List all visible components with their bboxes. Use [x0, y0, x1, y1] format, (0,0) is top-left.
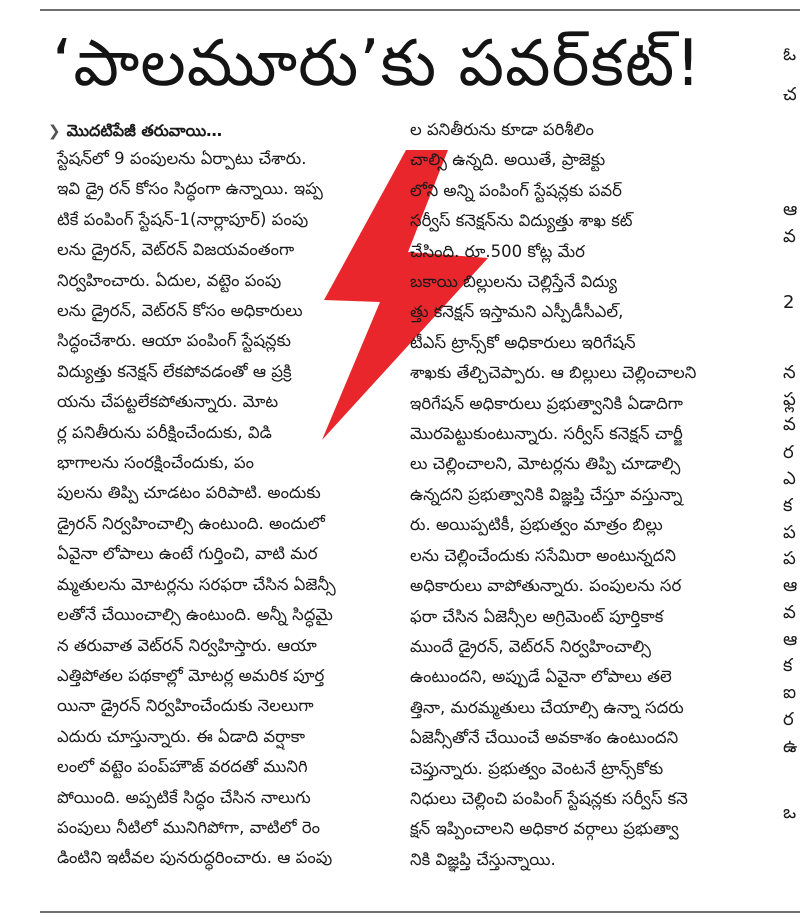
- chevron-right-icon: ❯: [48, 122, 61, 140]
- article-line: ర్ల పనితీరును పరీక్షించేందుకు, విడి: [57, 422, 272, 442]
- article-line: నిర్వహించారు. ఏదుల, వట్టెం పంపు: [57, 270, 282, 290]
- fragment-text: ఐ: [783, 682, 797, 703]
- article-line: నికి విజ్ఞప్తి చేస్తున్నాయి.: [410, 849, 556, 869]
- article-line: చెప్తున్నారు. ప్రభుత్వం వెంటనే ట్రాన్స్‌కోకు: [410, 758, 664, 778]
- fragment-text: వ: [783, 226, 796, 247]
- article-line: యను చేపట్టలేకపోతున్నారు. మోట: [57, 392, 279, 412]
- article-line: లను డ్రైరన్‌, వెట్‌రన్‌ విజయవంతంగా: [57, 240, 295, 260]
- article-line: త్తినా, మరమ్మతులు చేయాల్సి ఉన్నా సదరు: [410, 697, 684, 717]
- headline: ‘పాలమూరు’కు పవర్‌కట్‌!: [52, 27, 702, 101]
- article-line: ఏవైనా లోపాలు ఉంటే గుర్తించి, వాటి మర: [57, 544, 318, 564]
- article-line: యినా డ్రైరన్‌ నిర్వహించేందుకు నెలలుగా: [57, 696, 314, 716]
- article-line: లను డ్రైరన్‌, వెట్‌రన్‌ కోసం అధికారులు: [57, 301, 303, 321]
- fragment-text: ఆ: [783, 629, 798, 650]
- fragment-text: ఫ్ల: [783, 389, 796, 410]
- continuation-kicker: [48, 119, 222, 143]
- article-line: టికే పంపింగ్‌ స్టేషన్‌-1(నార్లాపూర్‌) పంపు: [57, 209, 309, 229]
- fragment-text: క: [783, 495, 793, 516]
- fragment-text: 2: [783, 292, 795, 313]
- article-line: ఎత్తిపోతల పథకాల్లో మోటర్ల అమరిక పూర్త: [57, 665, 325, 685]
- bottom-rule: [40, 911, 800, 913]
- article-line: మ్మతులను మోటర్లను సరఫరా చేసిన ఏజెన్సీ: [57, 574, 336, 594]
- article-line: ముందే డ్రైరన్‌, వెట్‌రన్‌ నిర్వహించాల్సి: [410, 636, 651, 656]
- article-line: ఎదురు చూస్తున్నారు. ఈ ఏడాది వర్షాకా: [57, 726, 306, 746]
- article-line: పంపులు నీటిలో మునిగిపోగా, వాటిలో రెం: [57, 817, 321, 837]
- article-line: అధికారులు వాపోతున్నారు. పంపులను సర: [410, 576, 682, 596]
- fragment-text: ప: [783, 548, 796, 569]
- article-line: ఏజెన్సీతోనే చేయించే అవకాశం ఉంటుందని: [410, 728, 679, 748]
- article-line: టీఎస్‌ ట్రాన్స్‌కో అధికారులు ఇరిగేషన్‌: [410, 332, 636, 352]
- article-line: విద్యుత్తు కనెక్షన్‌ లేకపోవడంతో ఆ ప్రక్రి: [57, 361, 292, 381]
- article-line: డింటిని ఇటీవల పునరుద్ధరించారు. ఆ పంపు: [57, 848, 333, 868]
- article-line: చేసింది. రూ.500 కోట్ల మేర: [410, 241, 585, 261]
- fragment-text: ఓ: [783, 44, 797, 65]
- fragment-text: ఒ: [783, 802, 797, 823]
- article-line: ఇవి డ్రై రన్‌ కోసం సిద్ధంగా ఉన్నాయి. ఇప్ప: [57, 179, 323, 199]
- fragment-text: ప: [783, 522, 796, 543]
- article-line: చాల్సి ఉన్నది. అయితే, ప్రాజెక్టు: [410, 150, 606, 170]
- article-line: నిధులు చెల్లించి పంపింగ్‌ స్టేషన్లకు సర్వీస్‌ కనె: [410, 788, 688, 808]
- article-line: లంలో వట్టెం పంప్‌హౌజ్‌ వరదతో మునిగి: [57, 757, 308, 777]
- fragment-text: వ: [783, 602, 796, 623]
- fragment-text: ర: [783, 709, 794, 730]
- article-line: లు చెల్లించాలని, మోటర్లను తిప్పి చూడాల్సి: [410, 454, 681, 474]
- article-line: శాఖకు తేల్చిచెప్పారు. ఆ బిల్లులు చెల్లించాలని: [410, 363, 697, 383]
- article-line: న తరువాత వెట్‌రన్‌ నిర్వహిస్తారు. ఆయా: [57, 635, 317, 655]
- article-line: ఇరిగేషన్‌ అధికారులు ప్రభుత్వానికి ఏడాదిగా: [410, 393, 683, 413]
- article-line: లతోనే చేయించాల్సి ఉంటుంది. అన్నీ సిద్ధమై: [57, 605, 333, 625]
- fragment-text: ఆ: [783, 575, 798, 596]
- article-line: సర్వీస్‌ కనెక్షన్‌ను విద్యుత్తు శాఖ కట్‌: [410, 211, 633, 231]
- fragment-text: చ: [783, 84, 797, 105]
- article-line: త్తు కనెక్షన్‌ ఇస్తామని ఎస్పీడీసీఎల్‌,: [410, 302, 624, 322]
- article-line: పోయింది. అప్పటికే సిద్ధం చేసిన నాలుగు: [57, 787, 311, 807]
- article-line: భాగాలను సంరక్షించేందుకు, పం: [57, 453, 255, 473]
- article-line: ఫరా చేసిన ఏజెన్సీల అగ్రిమెంట్‌ పూర్తికాక: [410, 606, 664, 626]
- article-line: లోని అన్ని పంపింగ్‌ స్టేషన్లకు పవర్‌: [410, 180, 622, 200]
- fragment-text: వ: [783, 414, 796, 435]
- article-line: రు. అయిప్పటికీ, ప్రభుత్వం మాత్రం బిల్లు: [410, 515, 663, 535]
- fragment-text: క: [783, 655, 793, 676]
- article-line: స్టేషన్‌లో 9 పంపులను ఏర్పాటు చేశారు.: [57, 149, 307, 168]
- article-line: లను చెల్లించేందుకు ససేమిరా అంటున్నదని: [410, 545, 676, 565]
- article-left-column: [57, 144, 336, 874]
- article-line: ఉంటుందని, అప్పుడే ఏవైనా లోపాలు తలె: [410, 667, 672, 687]
- fragment-text: ఉ: [783, 736, 798, 757]
- article-line: బకాయి బిల్లులను చెల్లిస్తేనే విద్యు: [410, 272, 618, 292]
- article-line: మొరపెట్టుకుంటున్నారు. సర్వీస్‌ కనెక్షన్‌ చార్జీ: [410, 424, 683, 444]
- fragment-text: ఆ: [783, 199, 798, 220]
- kicker-text: మొదటిపేజీ తరువాయి…: [66, 121, 223, 140]
- fragment-text: ర: [783, 442, 794, 463]
- adjacent-article-fragment: [775, 44, 800, 904]
- article-line: క్షన్‌ ఇప్పించాలని అధికార వర్గాలు ప్రభుత్వా: [410, 819, 679, 839]
- article-line: ఉన్నదని ప్రభుత్వానికి విజ్ఞప్తి చేస్తూ వస్తున్నా: [410, 484, 683, 504]
- article-line: పులను తిప్పి చూడటం పరిపాటి. అందుకు: [57, 483, 321, 503]
- fragment-text: ఎ: [783, 468, 796, 489]
- top-rule: [40, 9, 800, 11]
- article-middle-column: [410, 115, 696, 875]
- article-line: డ్రైరన్‌ నిర్వహించాల్సి ఉంటుంది. అందులో: [57, 513, 325, 533]
- article-line: ల పనితీరును కూడా పరిశీలిం: [410, 120, 594, 139]
- fragment-text: న: [783, 362, 796, 383]
- article-line: సిద్ధంచేశారు. ఆయా పంపింగ్‌ స్టేషన్లకు: [57, 331, 291, 351]
